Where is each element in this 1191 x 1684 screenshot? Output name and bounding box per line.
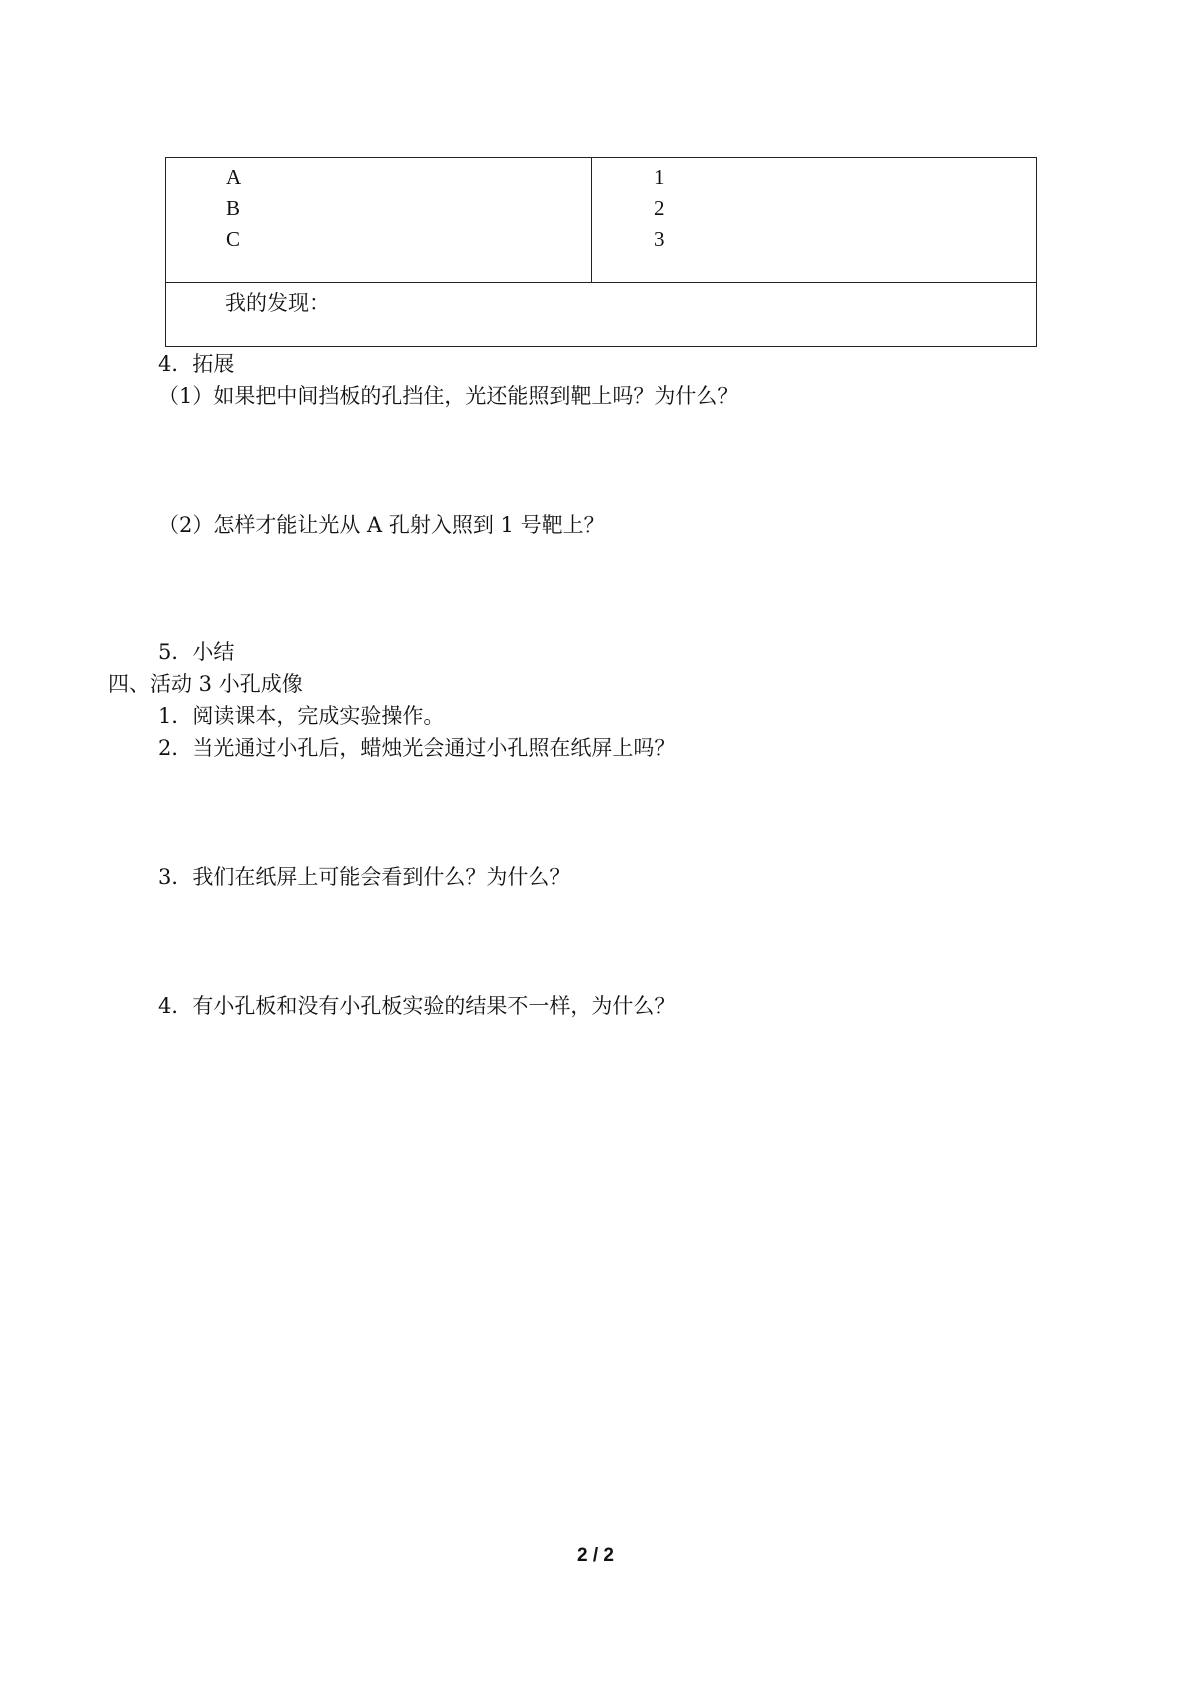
section-5-heading: 5．小结 bbox=[158, 640, 235, 664]
experiment-table bbox=[165, 157, 1037, 347]
target-label-1: 1 bbox=[654, 165, 665, 189]
hole-label-b: B bbox=[226, 196, 241, 220]
part-4-heading: 四、活动 3 小孔成像 bbox=[108, 672, 303, 696]
finding-label: 我的发现： bbox=[225, 291, 330, 315]
page-number: 2 / 2 bbox=[577, 1545, 614, 1566]
part-4-item-2: 2．当光通过小孔后，蜡烛光会通过小孔照在纸屏上吗？ bbox=[158, 736, 676, 760]
target-label-2: 2 bbox=[654, 196, 665, 220]
target-labels-cell bbox=[654, 162, 665, 255]
part-4-item-4: 4．有小孔板和没有小孔板实验的结果不一样，为什么？ bbox=[158, 994, 676, 1018]
hole-label-c: C bbox=[226, 227, 241, 251]
hole-label-a: A bbox=[226, 165, 242, 189]
target-label-3: 3 bbox=[654, 227, 665, 251]
section-4-heading: 4．拓展 bbox=[158, 352, 235, 376]
question-4-2: （2）怎样才能让光从 A 孔射入照到 1 号靶上？ bbox=[158, 513, 605, 537]
question-4-1: （1）如果把中间挡板的孔挡住，光还能照到靶上吗？为什么？ bbox=[158, 384, 739, 408]
part-4-item-3: 3．我们在纸屏上可能会看到什么？为什么？ bbox=[158, 865, 571, 889]
part-4-item-1: 1．阅读课本，完成实验操作。 bbox=[158, 704, 445, 728]
hole-labels-cell bbox=[226, 162, 241, 255]
table-column-divider bbox=[591, 158, 592, 282]
table-row-divider bbox=[166, 282, 1036, 283]
